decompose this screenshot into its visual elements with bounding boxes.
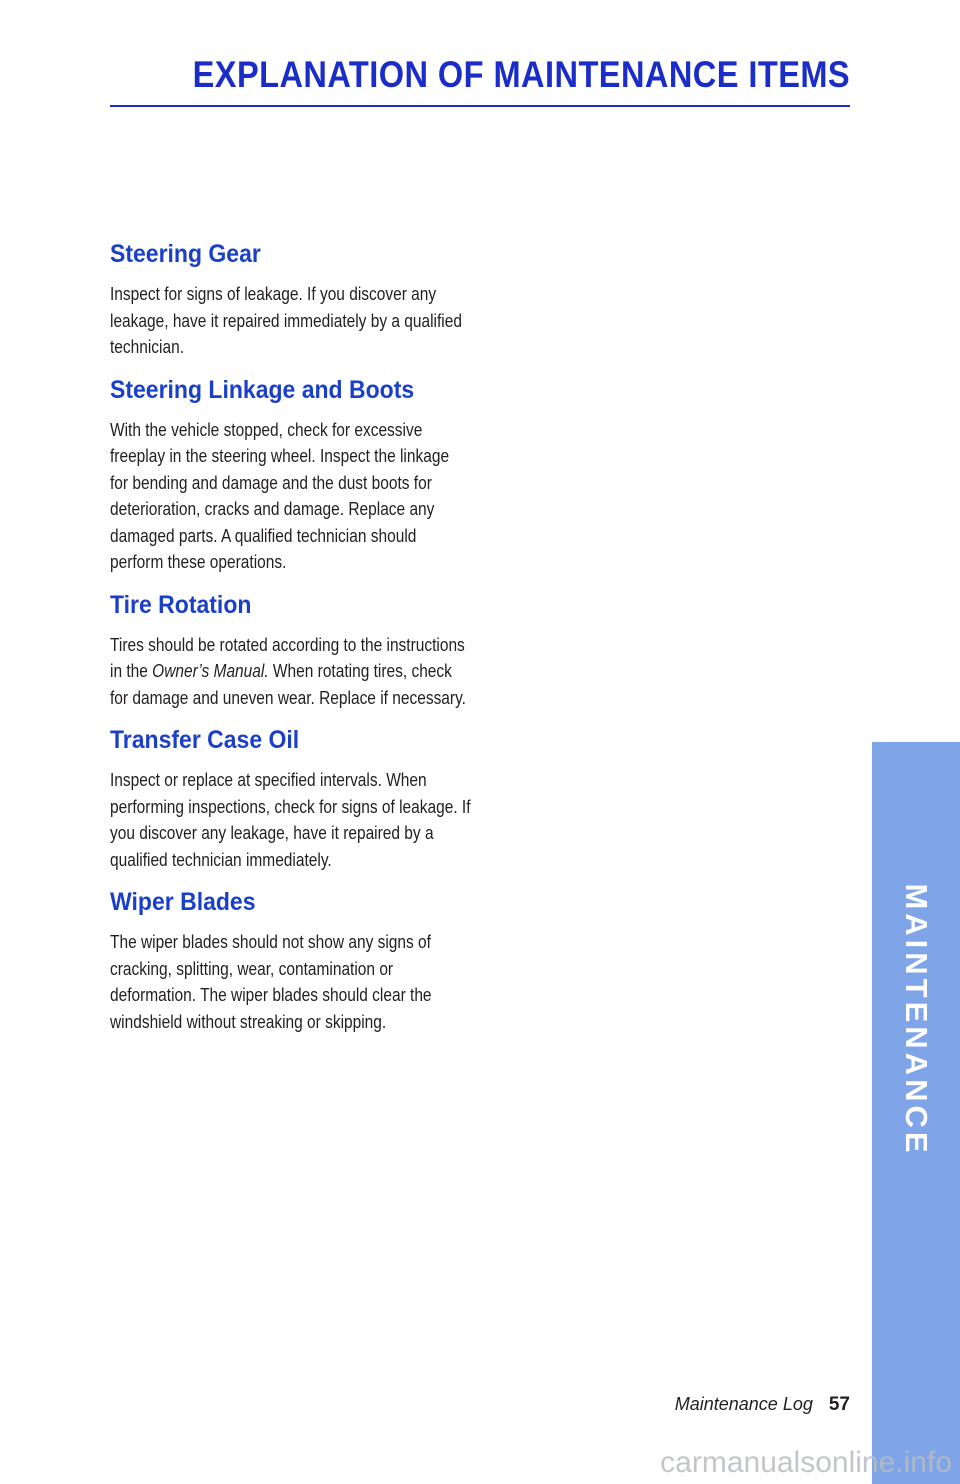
page-title: EXPLANATION OF MAINTENANCE ITEMS bbox=[192, 54, 850, 95]
body-text: When rotating tires, check for damage and uneven wear. Replace if necessary. bbox=[110, 661, 466, 708]
section-tire-rotation bbox=[110, 591, 490, 712]
section-heading: Wiper Blades bbox=[110, 888, 256, 916]
section-heading: Steering Gear bbox=[110, 240, 261, 268]
body-text: Tires should be rotated according to the instructions in the bbox=[110, 634, 465, 681]
section-heading: Steering Linkage and Boots bbox=[110, 375, 415, 404]
section-steering-gear bbox=[110, 240, 490, 361]
header-divider bbox=[110, 105, 850, 107]
maintenance-items-list bbox=[110, 240, 490, 1050]
section-body: The wiper blades should not show any signs of cracking, splitting, wear, contamination or deformation. The wiper blades should clear the windshield without streaking or skipping. bbox=[110, 932, 432, 1032]
watermark: carmanualsonline.info bbox=[660, 1446, 952, 1479]
owners-manual-reference: Owner’s Manual. bbox=[152, 661, 269, 681]
side-tab-label: MAINTENANCE bbox=[899, 883, 934, 1157]
side-tab bbox=[872, 742, 960, 1484]
section-body bbox=[110, 632, 471, 712]
section-transfer-case-oil bbox=[110, 726, 490, 873]
section-body: Inspect for signs of leakage. If you discover any leakage, have it repaired immediately by a qualified technician. bbox=[110, 284, 462, 357]
page-footer bbox=[675, 1394, 850, 1416]
section-body: With the vehicle stopped, check for excessive freeplay in the steering wheel. Inspect the linkage for bending and damage and the dust boots for deterioration, cracks and damage. Replace any damaged parts. A qualified technician should perform these operations. bbox=[110, 419, 450, 572]
footer-section-name: Maintenance Log bbox=[674, 1394, 813, 1414]
section-steering-linkage-and-boots bbox=[110, 376, 490, 576]
section-heading: Tire Rotation bbox=[110, 590, 252, 619]
page-number: 57 bbox=[828, 1394, 850, 1415]
section-body: Inspect or replace at specified intervals. When performing inspections, check for signs of leakage. If you discover any leakage, have it repaired by a qualified technician immediately. bbox=[110, 770, 471, 870]
section-heading: Transfer Case Oil bbox=[110, 726, 300, 754]
section-wiper-blades bbox=[110, 888, 490, 1035]
